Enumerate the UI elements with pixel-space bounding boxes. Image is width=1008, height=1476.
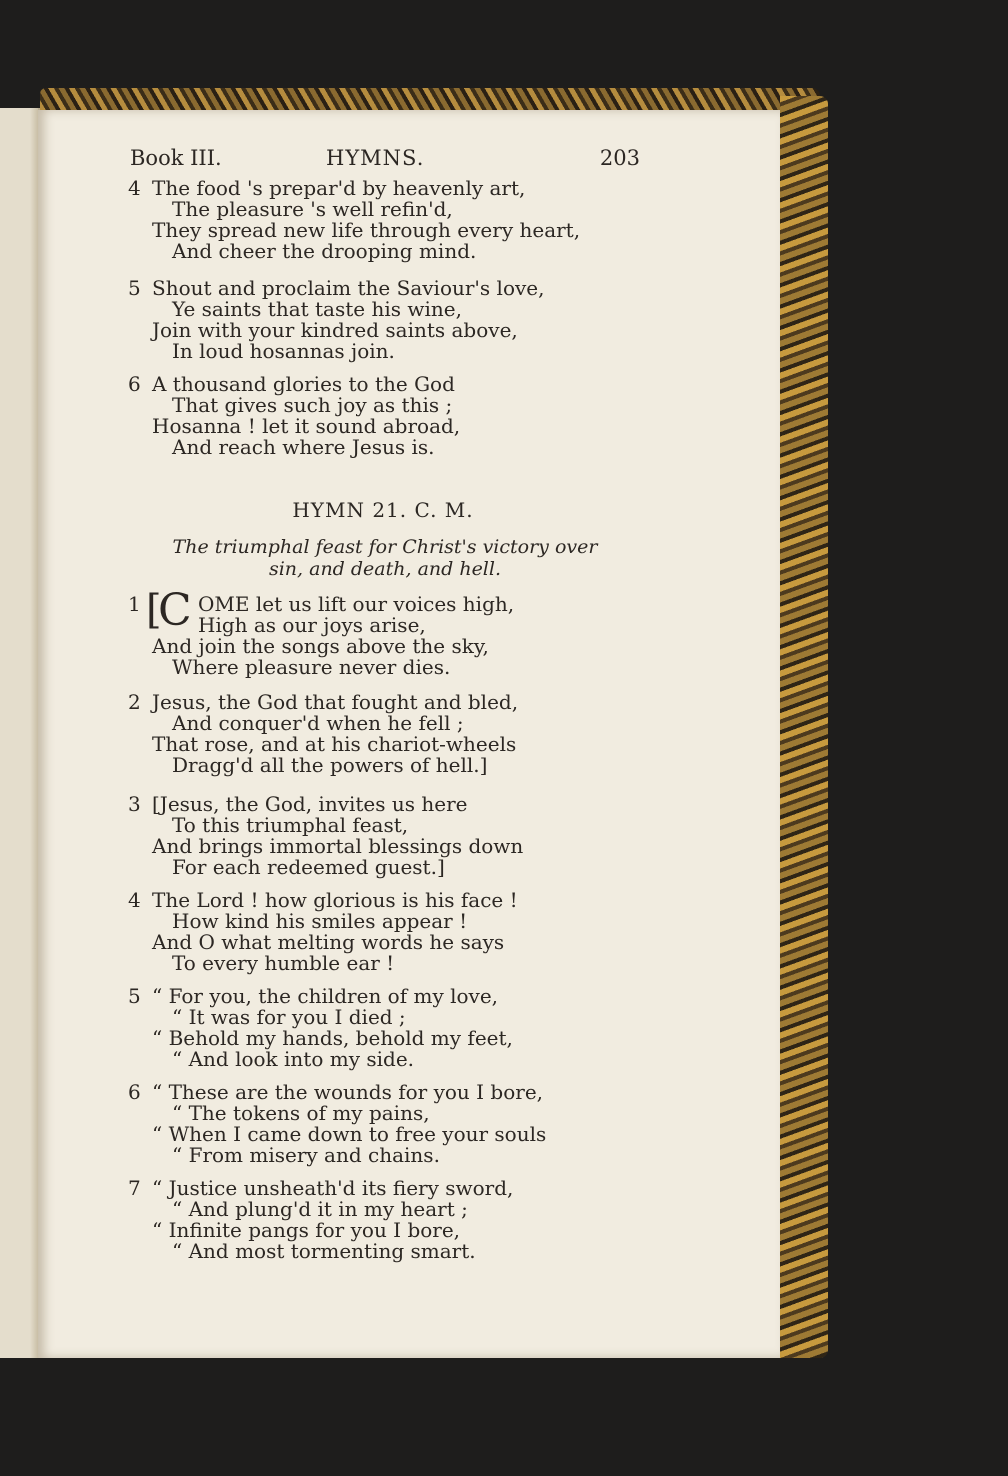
stanza-first xyxy=(128,585,688,679)
stanza-number: 4 xyxy=(128,176,141,200)
stanza-number: 1 xyxy=(128,592,141,616)
stanza xyxy=(128,890,688,974)
verse-line: OME let us lift our voices high, xyxy=(198,592,515,616)
verse-line: They spread new life through every heart, xyxy=(152,218,581,242)
stanza-number: 7 xyxy=(128,1176,141,1200)
book-page xyxy=(38,110,780,1358)
drop-cap: C xyxy=(158,585,192,636)
verse-line: The pleasure 's well refin'd, xyxy=(172,197,453,221)
verse-line: “ Infinite pangs for you I bore, xyxy=(152,1218,461,1242)
verse-line: “ And most tormenting smart. xyxy=(172,1239,476,1263)
stanza xyxy=(128,374,688,458)
verse-line: Dragg'd all the powers of hell.] xyxy=(172,753,488,777)
stanza xyxy=(128,692,688,776)
verse-line: To every humble ear ! xyxy=(172,951,395,975)
verse-line: And conquer'd when he fell ; xyxy=(172,711,464,735)
verse-line: High as our joys arise, xyxy=(198,613,426,637)
header-section: HYMNS. xyxy=(326,146,425,170)
verse-line: 3 [Jesus, the God, invites us here xyxy=(128,792,468,816)
stanza xyxy=(128,278,688,362)
stanza-number: 5 xyxy=(128,984,141,1008)
verse-line: Hosanna ! let it sound abroad, xyxy=(152,414,461,438)
verse-line: 6 “ These are the wounds for you I bore, xyxy=(128,1080,544,1104)
page-number: 203 xyxy=(599,146,640,170)
verse-line: 7 “ Justice unsheath'd its fiery sword, xyxy=(128,1176,514,1200)
verse-line: And O what melting words he says xyxy=(152,930,505,954)
stanza xyxy=(128,1082,688,1166)
verse-line: That gives such joy as this ; xyxy=(172,393,453,417)
verse-line: How kind his smiles appear ! xyxy=(172,909,468,933)
verse-line: And reach where Jesus is. xyxy=(172,435,435,459)
stanza-number: 5 xyxy=(128,276,141,300)
stanza-number: 4 xyxy=(128,888,141,912)
stanza-number: 6 xyxy=(128,372,141,396)
verse-line: 5 “ For you, the children of my love, xyxy=(128,984,499,1008)
verse-line: For each redeemed guest.] xyxy=(172,855,445,879)
verse-line: That rose, and at his chariot-wheels xyxy=(152,732,517,756)
verse-line: 5 Shout and proclaim the Saviour's love, xyxy=(128,276,545,300)
stanza xyxy=(128,178,688,262)
hymn-subtitle xyxy=(130,536,640,580)
verse-line: 4 The Lord ! how glorious is his face ! xyxy=(128,888,518,912)
verse-line: “ Behold my hands, behold my feet, xyxy=(152,1026,513,1050)
stanza-number: 3 xyxy=(128,792,141,816)
bracket-mark: [ xyxy=(146,587,162,633)
verse-line: Join with your kindred saints above, xyxy=(152,318,518,342)
verse-line: Where pleasure never dies. xyxy=(172,655,451,679)
verse-line: “ And plung'd it in my heart ; xyxy=(172,1197,468,1221)
hymn-subtitle-line: The triumphal feast for Christ's victory over xyxy=(172,536,598,558)
stanza-number: 2 xyxy=(128,690,141,714)
verse-line: “ It was for you I died ; xyxy=(172,1005,406,1029)
verse-line: And join the songs above the sky, xyxy=(152,634,489,658)
verse-line: Ye saints that taste his wine, xyxy=(172,297,462,321)
verse-line: And brings immortal blessings down xyxy=(152,834,524,858)
hymn-subtitle-line: sin, and death, and hell. xyxy=(268,558,502,580)
book-cover-fore-edge xyxy=(780,96,828,1358)
stanza xyxy=(128,794,688,878)
verse-line: To this triumphal feast, xyxy=(172,813,409,837)
verse-line: 6 A thousand glories to the God xyxy=(128,372,455,396)
verse-line: 4 The food 's prepar'd by heavenly art, xyxy=(128,176,526,200)
verse-line: 2 Jesus, the God that fought and bled, xyxy=(128,690,519,714)
header-book: Book III. xyxy=(130,146,222,170)
stanza xyxy=(128,986,688,1070)
stanza xyxy=(128,1178,688,1262)
verse-line: In loud hosannas join. xyxy=(172,339,395,363)
verse-line: “ When I came down to free your souls xyxy=(152,1122,547,1146)
stanza-number: 6 xyxy=(128,1080,141,1104)
hymn-title: HYMN 21. C. M. xyxy=(292,498,474,522)
left-page-edge xyxy=(0,108,40,1358)
running-header xyxy=(130,146,640,174)
verse-line: “ From misery and chains. xyxy=(172,1143,440,1167)
book-cover-top-edge xyxy=(40,88,820,110)
verse-line: And cheer the drooping mind. xyxy=(172,239,477,263)
verse-line: “ The tokens of my pains, xyxy=(172,1101,430,1125)
verse-line: “ And look into my side. xyxy=(172,1047,415,1071)
